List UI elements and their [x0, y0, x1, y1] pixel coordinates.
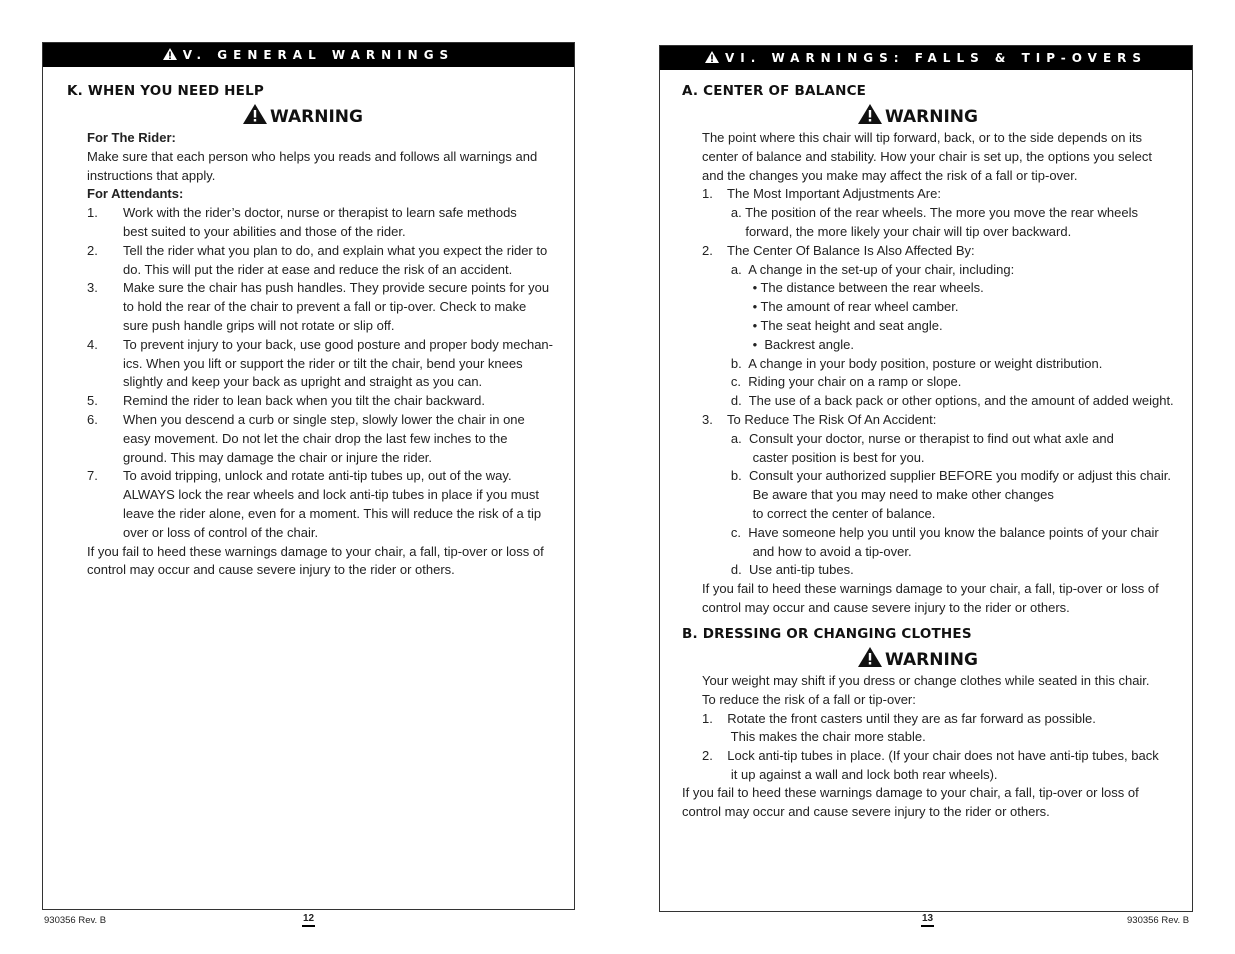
warning-triangle-icon [858, 104, 882, 129]
section-a-body [702, 129, 1182, 618]
closing-line: If you fail to heed these warnings damage to your chair, a fall, tip-over or loss of [682, 785, 1139, 800]
item-number: 2. [87, 242, 98, 258]
section-a-line: c. Riding your chair on a ramp or slope. [702, 374, 962, 390]
section-b-line: 1. Rotate the front casters until they are as far forward as possible. [702, 710, 1096, 726]
section-a-line: a. The position of the rear wheels. The more you move the rear wheels [702, 205, 1138, 221]
left-section-title: K. WHEN YOU NEED HELP [67, 83, 264, 99]
section-a-line: If you fail to heed these warnings damage to your chair, a fall, tip-over or loss of [702, 581, 1159, 597]
section-a-line: forward, the more likely your chair will tip over backward. [702, 223, 1072, 239]
left-warning-heading [243, 104, 363, 129]
attendant-item-line: easy movement. Do not let the chair drop the last few inches to the [123, 430, 508, 446]
section-a-line: b. A change in your body position, posture or weight distribution. [702, 355, 1103, 371]
section-a-line: a. A change in the set-up of your chair, including: [702, 261, 1015, 277]
attendant-item-line: 1. Work with the rider’s doctor, nurse or therapist to learn safe methods [87, 204, 557, 223]
item-number: 3. [87, 280, 98, 296]
right-footer-rev: 930356 Rev. B [1127, 915, 1190, 926]
section-a-line: a. Consult your doctor, nurse or therapist to find out what axle and [702, 430, 1114, 446]
section-b-body [702, 672, 1182, 785]
closing-line: If you fail to heed these warnings damage to your chair, a fall, tip-over or loss of [87, 543, 544, 559]
attendant-item-line: ALWAYS lock the rear wheels and lock anti-tip tubes in place if you must [123, 487, 539, 503]
section-a-line: 2. The Center Of Balance Is Also Affected By: [702, 242, 975, 258]
item-number: 4. [87, 336, 98, 352]
warning-label: WARNING [885, 106, 978, 127]
section-b-closing [682, 784, 1172, 822]
section-a-line: 1. The Most Important Adjustments Are: [702, 186, 941, 202]
warning-triangle-icon [243, 104, 267, 129]
section-b-line: This makes the chair more stable. [702, 729, 926, 745]
closing-line: control may occur and cause severe injury to the rider or others. [87, 562, 455, 578]
item-number: 5. [87, 393, 98, 409]
section-b-line: Your weight may shift if you dress or change clothes while seated in this chair. [702, 673, 1150, 688]
attendant-item-line: 2. Tell the rider what you plan to do, and explain what you expect the rider to [87, 242, 557, 261]
attendant-item-line: sure push handle grips will not rotate or slip off. [123, 317, 395, 333]
attendant-item-line: 6. When you descend a curb or single step, slowly lower the chair in one [87, 411, 557, 430]
section-a-line: d. The use of a back pack or other options, and the amount of added weight. [702, 393, 1174, 409]
attendant-item-line: 5. Remind the rider to lean back when you tilt the chair backward. [87, 392, 557, 411]
warning-label: WARNING [885, 649, 978, 670]
attendant-item-line: ics. When you lift or support the rider or tilt the chair, bend your knees [123, 355, 523, 371]
right-banner [660, 46, 1192, 70]
left-body-text [87, 129, 557, 580]
section-a-warning-heading [858, 104, 978, 129]
section-b-title: B. DRESSING OR CHANGING CLOTHES [682, 626, 972, 642]
closing-line: control may occur and cause severe injury to the rider or others. [682, 803, 1050, 819]
warning-triangle-icon [705, 47, 719, 71]
attendants-heading: For Attendants: [87, 186, 184, 202]
section-a-line: Be aware that you may need to make other changes [702, 487, 1054, 503]
section-a-line: and the changes you make may affect the risk of a fall or tip-over. [702, 167, 1078, 183]
right-page-number: 13 [921, 913, 934, 927]
attendant-list [87, 204, 557, 542]
rider-text-line: Make sure that each person who helps you reads and follows all warnings and [87, 148, 538, 164]
section-a-line: • Backrest angle. [702, 336, 854, 352]
attendant-item-line: do. This will put the rider at ease and reduce the risk of an accident. [123, 261, 513, 277]
section-a-line: and how to avoid a tip-over. [702, 543, 912, 559]
rider-heading: For The Rider: [87, 130, 176, 145]
warning-triangle-icon [163, 44, 177, 68]
section-a-line: c. Have someone help you until you know the balance points of your chair [702, 524, 1159, 540]
attendant-item-line: over or loss of control of the chair. [123, 524, 319, 540]
section-a-line: • The seat height and seat angle. [702, 317, 943, 333]
attendant-item-line: to hold the rear of the chair to prevent a fall or tip-over. Check to make [123, 299, 527, 315]
section-a-line: to correct the center of balance. [702, 505, 936, 521]
section-a-line: b. Consult your authorized supplier BEFORE you modify or adjust this chair. [702, 468, 1171, 484]
rider-text-line: instructions that apply. [87, 167, 216, 183]
attendant-item-line: best suited to your abilities and those of the rider. [123, 223, 406, 239]
section-b-line: 2. Lock anti-tip tubes in place. (If your chair does not have anti-tip tubes, back [702, 748, 1159, 764]
left-page-number: 12 [302, 913, 315, 927]
attendant-item-line: 7. To avoid tripping, unlock and rotate anti-tip tubes up, out of the way. [87, 467, 557, 486]
warning-triangle-icon [858, 647, 882, 672]
section-a-title: A. CENTER OF BALANCE [682, 83, 867, 99]
attendant-item-line: 4. To prevent injury to your back, use good posture and proper body mechan- [87, 336, 557, 355]
attendant-item-line: 3. Make sure the chair has push handles. They provide secure points for you [87, 279, 557, 298]
item-number: 1. [87, 205, 98, 221]
item-number: 6. [87, 411, 98, 427]
section-b-warning-heading [858, 647, 978, 672]
left-banner-title: V. GENERAL WARNINGS [182, 48, 455, 62]
section-a-line: 3. To Reduce The Risk Of An Accident: [702, 411, 937, 427]
attendant-item-line: ground. This may damage the chair or injure the rider. [123, 449, 433, 465]
section-a-line: caster position is best for you. [702, 449, 925, 465]
left-banner [43, 43, 574, 67]
section-a-line: • The amount of rear wheel camber. [702, 299, 959, 315]
section-a-line: The point where this chair will tip forward, back, or to the side depends on its [702, 130, 1143, 145]
section-a-line: d. Use anti-tip tubes. [702, 562, 854, 578]
section-a-line: control may occur and cause severe injury to the rider or others. [702, 599, 1070, 615]
attendant-item-line: slightly and keep your back as upright and straight as you can. [123, 374, 483, 390]
section-a-line: center of balance and stability. How your chair is set up, the options you select [702, 148, 1152, 164]
left-footer-rev: 930356 Rev. B [44, 915, 107, 926]
section-b-line: To reduce the risk of a fall or tip-over: [702, 691, 916, 707]
right-banner-title: VI. WARNINGS: FALLS & TIP-OVERS [724, 51, 1148, 65]
section-a-line: • The distance between the rear wheels. [702, 280, 984, 296]
attendant-item-line: leave the rider alone, even for a moment. This will reduce the risk of a tip [123, 505, 542, 521]
section-b-line: it up against a wall and lock both rear wheels). [702, 766, 998, 782]
item-number: 7. [87, 468, 98, 484]
warning-label: WARNING [270, 106, 363, 127]
